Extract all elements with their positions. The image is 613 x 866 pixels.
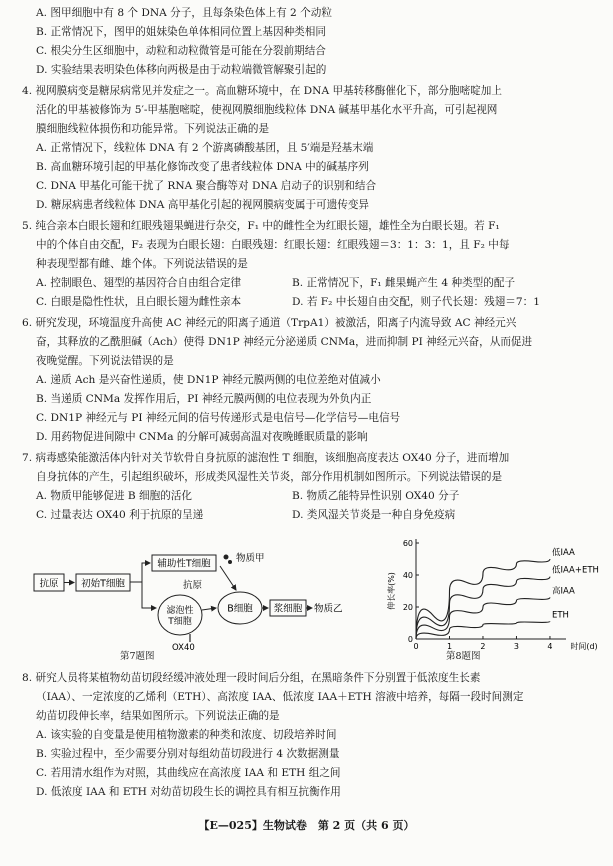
q8-option-d: D. 低浓度 IAA 和 ETH 对幼苗切段生长的调控具有相互抗衡作用 (36, 786, 341, 798)
q6-option-b: B. 当递质 CNMa 发挥作用后，PI 神经元膜两侧的电位表现为外负内正 (36, 393, 372, 405)
q8-stem-line-1: 8. 研究人员将某植物幼苗切段经缓冲液处理一段时间后分组，在黑暗条件下分别置于低浓度生长素 (22, 672, 481, 684)
x-tick-label: 1 (446, 642, 453, 651)
q5-option-d: D. 若 F₂ 中长翅自由交配，则子代长翅：残翅＝7：1 (292, 296, 540, 308)
q4-option-a: A. 正常情况下，线粒体 DNA 有 2 个游离磷酸基团，且 5′端是羟基末端 (36, 142, 374, 154)
naive-t-cell-label: 初始T细胞 (81, 578, 125, 590)
q8-option-a: A. 该实验的自变量是使用植物激素的种类和浓度、切段培养时间 (36, 729, 337, 741)
x-tick-label: 4 (547, 642, 553, 651)
substance-a-dot (224, 555, 229, 560)
x-tick-label: 2 (480, 642, 486, 651)
q5-stem-line-2: 中的个体自由交配，F₂ 表现为白眼长翅：白眼残翅：红眼长翅：红眼残翅＝3：1：3：1，且 F₂ 中每 (36, 239, 510, 251)
q7-option-a: A. 物质甲能够促进 B 细胞的活化 (36, 490, 193, 502)
q8-stem-line-2: （IAA）、一定浓度的乙烯利（ETH）、高浓度 IAA、低浓度 IAA＋ETH 溶液中培养，每隔一段时间测定 (36, 691, 524, 703)
q6-option-d: D. 用药物促进间隙中 CNMa 的分解可减弱高温对夜晚睡眠质量的影响 (36, 431, 368, 443)
q7-stem-line-1: 7. 病毒感染能激活体内针对关节软骨自身抗原的滤泡性 T 细胞，该细胞高度表达 OX40 分子，进而增加 (22, 452, 510, 464)
y-axis-label: 伸长率(%) (387, 572, 396, 610)
ox40-label: OX40 (172, 643, 195, 653)
q8-option-b: B. 实验过程中，至少需要分别对每组幼苗切段进行 4 次数据测量 (36, 748, 340, 760)
q8-option-c: C. 若用清水组作为对照，其曲线应在高浓度 IAA 和 ETH 组之间 (36, 767, 341, 779)
q4-stem-line-1: 4. 视网膜病变是糖尿病常见并发症之一。高血糖环境中，在 DNA 甲基转移酶催化下，部分胞嘧啶加上 (22, 85, 502, 97)
q7-option-b: B. 物质乙能特异性识别 OX40 分子 (292, 490, 460, 502)
q3-option-a: A. 图甲细胞中有 8 个 DNA 分子，且每条染色体上有 2 个动粒 (36, 7, 332, 19)
b-cell-label: B细胞 (227, 603, 253, 615)
q5-stem-line-3: 种表现型都有雌、雄个体。下列说法错误的是 (36, 258, 248, 270)
substance-b-label: 物质乙 (314, 603, 343, 615)
q5-stem-line-1: 5. 纯合亲本白眼长翅和红眼残翅果蝇进行杂交，F₁ 中的雌性全为红眼长翅，雄性全为白眼长翅。若 F₁ (22, 220, 500, 232)
q4-stem-line-2: 活化的甲基被修饰为 5′-甲基胞嘧啶，使视网膜细胞线粒体 DNA 碱基甲基化水平升高，可引起视网 (36, 104, 498, 116)
x-tick-label: 3 (513, 642, 520, 651)
q4-option-c: C. DNA 甲基化可能干扰了 RNA 聚合酶等对 DNA 启动子的识别和结合 (36, 180, 377, 192)
q6-option-c: C. DN1P 神经元与 PI 神经元间的信号传递形式是电信号—化学信号—电信号 (36, 412, 401, 424)
q3-option-d: D. 实验结果表明染色体移向两极是由于动粒端微管解聚引起的 (36, 64, 327, 76)
page-footer: 【E—025】生物试卷 第 2 页（共 6 页） (198, 819, 415, 832)
q4-stem-line-3: 膜细胞线粒体损伤和功能异常。下列说法正确的是 (36, 123, 270, 135)
q4-option-b: B. 高血糖环境引起的甲基化修饰改变了患者线粒体 DNA 中的碱基序列 (36, 161, 369, 173)
antigen-label: 抗原 (39, 578, 59, 590)
q5-option-b: B. 正常情况下，F₁ 雌果蝇产生 4 种类型的配子 (292, 277, 516, 289)
q6-stem-line-1: 6. 研究发现，环境温度升高使 AC 神经元的阳离子通道（TrpA1）被激活，阳离子内流导致 AC 神经元兴 (22, 317, 517, 329)
y-tick-label: 20 (402, 603, 413, 612)
figure-7-caption: 第7题图 (120, 651, 155, 662)
q4-option-d: D. 糖尿病患者线粒体 DNA 高甲基化引起的视网膜病变属于可遗传变异 (36, 199, 370, 211)
substance-a-label: 物质甲 (236, 553, 265, 564)
helper-t-cell-label: 辅助性T细胞 (157, 558, 211, 570)
series-label: 低IAA+ETH (551, 565, 599, 576)
q3-option-b: B. 正常情况下，图甲的姐妹染色单体相同位置上基因种类相同 (36, 26, 326, 38)
y-tick-label: 40 (402, 571, 413, 580)
figure-7-diagram (30, 530, 343, 653)
y-tick-label: 0 (407, 635, 413, 644)
q7-option-d: D. 类风湿关节炎是一种自身免疫病 (292, 509, 456, 521)
q6-stem-line-2: 奋，其释放的乙酰胆碱（Ach）使得 DN1P 神经元分泌递质 CNMa，进而抑制 PI 神经元兴奋，从而促进 (36, 336, 533, 348)
y-tick-label: 60 (402, 539, 413, 548)
q5-option-c: C. 白眼是隐性性状，且白眼长翅为雌性亲本 (36, 296, 242, 308)
plasma-cell-label: 浆细胞 (273, 603, 303, 615)
antigen2-label: 抗原 (183, 580, 203, 591)
q3-option-c: C. 根尖分生区细胞中，动粒和动粒微管是可能在分裂前期结合 (36, 45, 326, 57)
substance-a-dot (228, 560, 232, 564)
q6-stem-line-3: 夜晚觉醒。下列说法错误的是 (36, 355, 174, 367)
q7-stem-line-2: 自身抗体的产生，引起组织破坏，形成类风湿性关节炎，部分作用机制如图所示。下列说法错误的是 (36, 471, 503, 483)
figure-8-caption: 第8题图 (446, 651, 481, 662)
x-tick-label: 0 (413, 642, 419, 651)
follicular-t-cell-label: 滤泡性 T细胞 (166, 606, 194, 627)
series-label: 低IAA (551, 548, 575, 558)
series-label: 高IAA (551, 586, 575, 597)
x-axis-label: 时间(d) (570, 642, 598, 651)
q8-stem-line-3: 幼苗切段伸长率，结果如图所示。下列说法正确的是 (36, 710, 280, 722)
series-label: ETH (551, 610, 569, 621)
q7-option-c: C. 过量表达 OX40 利于抗原的呈递 (36, 509, 204, 521)
q6-option-a: A. 递质 Ach 是兴奋性递质，使 DN1P 神经元膜两侧的电位差绝对值减小 (36, 374, 381, 386)
figure-8-chart (370, 535, 599, 653)
q5-option-a: A. 控制眼色、翅型的基因符合自由组合定律 (36, 277, 242, 289)
